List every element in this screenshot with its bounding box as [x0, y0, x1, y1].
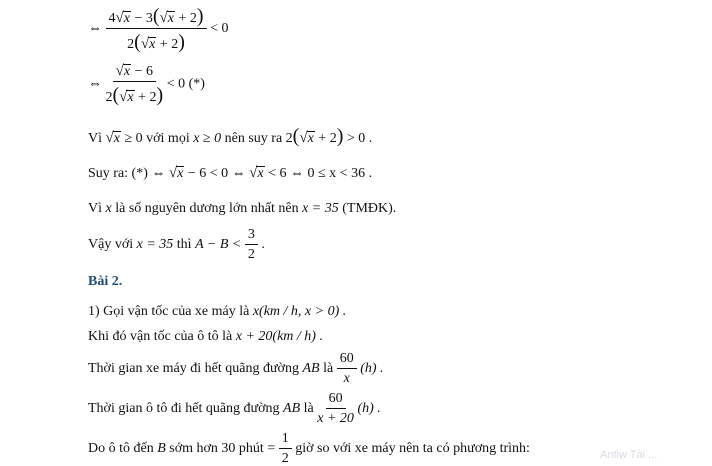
text-segment: Vậy với: [88, 237, 134, 253]
equation-line-2: [88, 64, 205, 105]
less-than-zero-star: < 0 (*): [166, 76, 205, 92]
text-segment: là: [303, 401, 314, 417]
sqrt-x: √ x: [140, 36, 156, 52]
math-segment: x: [105, 201, 112, 216]
text-line-khi-do: [88, 330, 323, 344]
equation-line-1: [88, 6, 228, 52]
math-segment: AB: [302, 361, 320, 377]
math-segment: x = 35: [136, 237, 174, 253]
minus-6: − 6: [134, 64, 154, 79]
fraction-1-numerator: [106, 6, 207, 29]
math-segment: x ≥ 0: [193, 131, 222, 146]
text-segment: giờ so với xe máy nên ta có phương trình:: [295, 441, 530, 457]
sqrt-x: √ x: [115, 63, 131, 79]
fraction-numerator: 60: [337, 352, 357, 369]
sqrt-x: √ x: [249, 165, 264, 181]
plus-2: + 2: [178, 11, 197, 26]
equivalence-symbol: ⇔: [88, 76, 102, 92]
text-segment: Khi đó vận tốc của ô tô là: [88, 329, 233, 344]
math-segment: (km / h, x > 0) .: [259, 304, 347, 319]
fraction-numerator: 60: [326, 392, 346, 409]
watermark: Antiw Tài ...: [600, 449, 658, 461]
text-segment: Do ô tô đến: [88, 441, 154, 457]
equivalence-symbol: ⇔: [88, 21, 102, 37]
fraction-2: [106, 64, 164, 105]
text-segment: là số nguyên dương lớn nhất nên: [115, 201, 299, 216]
math-segment: (h) .: [357, 401, 381, 417]
math-segment: x + 20: [235, 329, 273, 344]
text-segment: Vì: [88, 201, 102, 216]
math-segment: (km / h) .: [272, 329, 323, 344]
fraction-1-denominator: [127, 29, 185, 52]
open-paren: (: [134, 31, 141, 53]
less-than-zero: < 0: [210, 21, 229, 37]
minus-3: − 3: [134, 11, 153, 26]
text-segment: .: [261, 237, 265, 253]
fraction-2-denominator: [106, 82, 164, 105]
text-line-vi: [88, 126, 372, 146]
text-line-vi-x: [88, 202, 396, 216]
fraction-1: [106, 6, 207, 52]
text-line-thoi-gian-o-to: [88, 392, 381, 426]
text-line-vay: [88, 228, 265, 262]
text-segment: Thời gian xe máy đi hết quãng đường: [88, 361, 299, 377]
close-paren: ): [178, 31, 185, 53]
sqrt-x: √ x: [119, 89, 134, 105]
fraction-denominator: x: [343, 371, 350, 386]
fraction-numerator: 1: [279, 432, 292, 449]
plus-2: + 2: [318, 131, 337, 146]
text-segment: Vì: [88, 131, 102, 146]
text-segment: Thời gian ô tô đi hết quãng đường: [88, 401, 280, 417]
close-paren: ): [196, 5, 204, 27]
plus-2: + 2: [138, 90, 157, 105]
text-segment: Suy ra: (*) ⇔: [88, 166, 166, 181]
sqrt-x: √ x: [168, 165, 184, 181]
open-paren: (: [112, 84, 120, 106]
open-paren: (: [152, 5, 160, 27]
close-paren: ): [336, 125, 344, 147]
text-segment: thì: [176, 237, 192, 253]
math-segment: B: [157, 441, 166, 457]
text-line-thoi-gian-xe-may: [88, 352, 384, 386]
math-segment: (h) .: [360, 361, 384, 377]
fraction-2-numerator: [113, 64, 156, 82]
sqrt-x: √ x: [159, 10, 174, 26]
close-paren: ): [156, 84, 164, 106]
text-line-goi: [88, 305, 346, 319]
math-segment: A − B <: [195, 237, 242, 253]
text-line-do-o-to: [88, 432, 530, 466]
text-segment: < 6 ⇔ 0 ≤ x < 36 .: [268, 166, 373, 181]
math-segment: x = 35: [302, 201, 339, 216]
math-segment: x: [252, 304, 260, 319]
fraction-60-over-x-plus-20: [317, 392, 354, 426]
coef-2: 2: [285, 131, 293, 146]
coef-4: 4: [108, 11, 116, 26]
fraction-denominator: 2: [247, 247, 255, 262]
text-segment: ≥ 0 với mọi: [124, 131, 190, 146]
open-paren: (: [292, 125, 300, 147]
text-line-suyra: [88, 166, 372, 181]
text-segment: là: [323, 361, 334, 377]
fraction-numerator: 3: [245, 228, 258, 245]
fraction-denominator: x + 20: [317, 411, 354, 426]
section-heading-bai-2: Bài 2.: [88, 274, 123, 289]
math-segment: AB: [283, 401, 301, 417]
coef-2: 2: [127, 37, 135, 52]
sqrt-x: √ x: [105, 130, 120, 146]
sqrt-x: √ x: [115, 10, 130, 26]
fraction-1-over-2: [279, 432, 292, 466]
text-segment: nên suy ra: [224, 131, 283, 146]
coef-2: 2: [105, 90, 113, 105]
text-segment: − 6 < 0 ⇔: [187, 166, 246, 181]
text-segment: (TMĐK).: [342, 201, 397, 216]
text-segment: > 0 .: [346, 131, 373, 146]
fraction-60-over-x: [337, 352, 357, 386]
fraction-denominator: 2: [281, 451, 289, 466]
fraction-3-over-2: [245, 228, 258, 262]
text-segment: 1) Gọi vận tốc của xe máy là: [88, 304, 250, 319]
sqrt-x: √ x: [299, 130, 314, 146]
text-segment: sớm hơn 30 phút =: [169, 441, 276, 457]
plus-2: + 2: [159, 37, 179, 52]
